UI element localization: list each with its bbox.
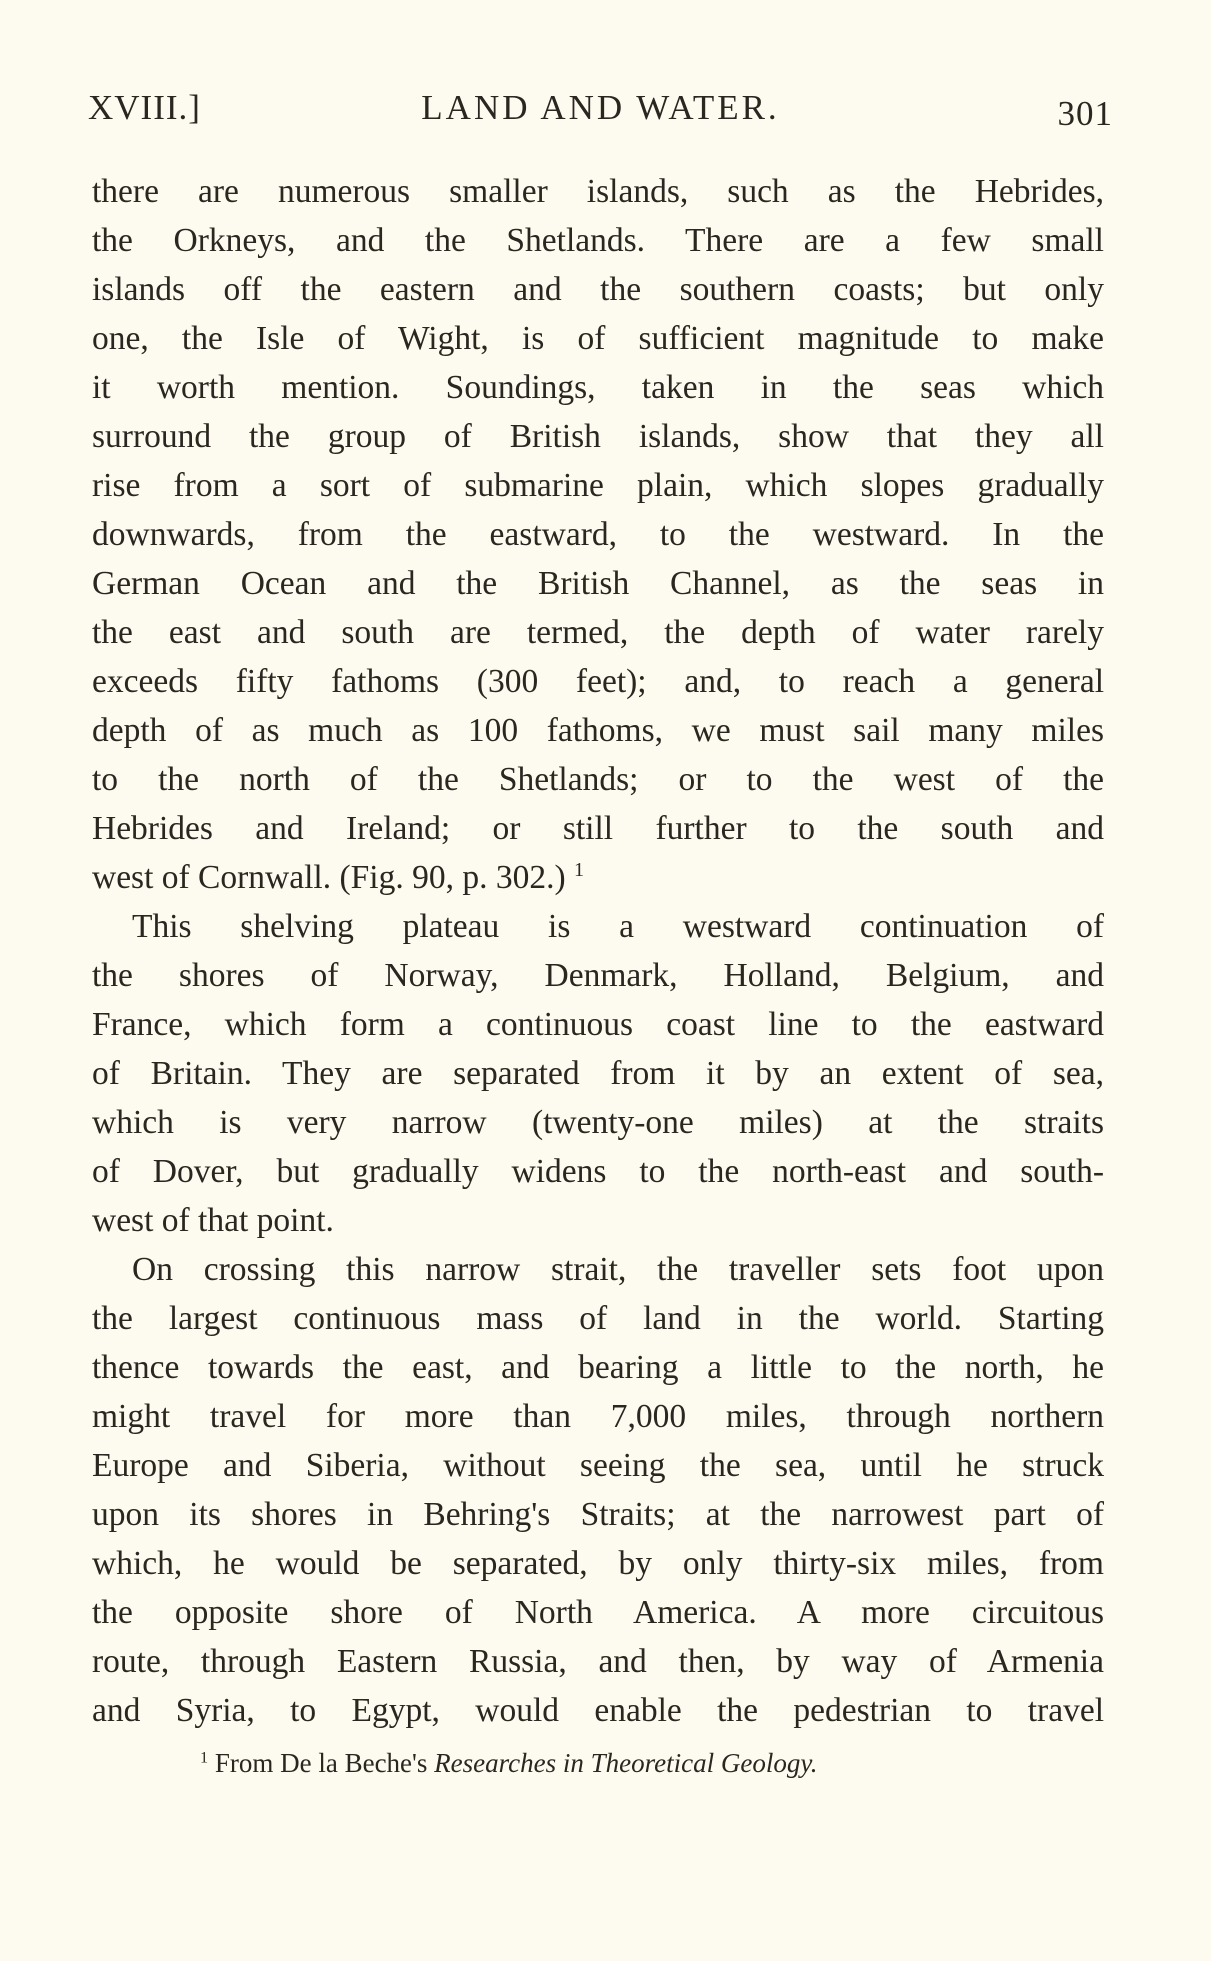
text-line: France, which form a continuous coast line to the eastward bbox=[92, 1006, 1104, 1043]
text-line: route, through Eastern Russia, and then, by way of Armenia bbox=[92, 1643, 1104, 1680]
text-line: the largest continuous mass of land in the world. Starting bbox=[92, 1300, 1104, 1337]
text-line: which is very narrow (twenty-one miles) at the straits bbox=[92, 1104, 1104, 1141]
text-line: depth of as much as 100 fathoms, we must sail many miles bbox=[92, 712, 1104, 749]
text-line: might travel for more than 7,000 miles, through northern bbox=[92, 1398, 1104, 1435]
text-line: exceeds fifty fathoms (300 feet); and, to reach a general bbox=[92, 663, 1104, 700]
text-line: it worth mention. Soundings, taken in the seas which bbox=[92, 369, 1104, 406]
text-line: upon its shores in Behring's Straits; at the narrowest part of bbox=[92, 1496, 1104, 1533]
text-line: On crossing this narrow strait, the traveller sets foot upon bbox=[132, 1251, 1104, 1288]
footnote-text: From De la Beche's bbox=[214, 1748, 428, 1778]
text-line: surround the group of British islands, show that they all bbox=[92, 418, 1104, 455]
text-line: thence towards the east, and bearing a little to the north, he bbox=[92, 1349, 1104, 1386]
text-line: This shelving plateau is a westward continuation of bbox=[132, 908, 1104, 945]
text-line: rise from a sort of submarine plain, which slopes gradually bbox=[92, 467, 1104, 504]
text-line: the shores of Norway, Denmark, Holland, Belgium, and bbox=[92, 957, 1104, 994]
text-line-content: west of Cornwall. (Fig. 90, p. 302.) bbox=[92, 859, 566, 896]
text-line: of Britain. They are separated from it by an extent of sea, bbox=[92, 1055, 1104, 1092]
text-line: to the north of the Shetlands; or to the west of the bbox=[92, 761, 1104, 798]
running-header bbox=[88, 88, 1113, 138]
text-line: one, the Isle of Wight, is of sufficient magnitude to make bbox=[92, 320, 1104, 357]
text-line: and Syria, to Egypt, would enable the pedestrian to travel bbox=[92, 1692, 1104, 1729]
page-number: 301 bbox=[1057, 94, 1113, 133]
paragraph bbox=[92, 167, 1104, 902]
body-text bbox=[92, 167, 1104, 1735]
paragraph bbox=[92, 902, 1104, 1245]
chapter-number: XVIII.] bbox=[88, 88, 201, 127]
text-line: Hebrides and Ireland; or still further to the south and bbox=[92, 810, 1104, 847]
footnote-reference: 1 bbox=[574, 858, 585, 881]
text-line: which, he would be separated, by only thirty-six miles, from bbox=[92, 1545, 1104, 1582]
text-line: Europe and Siberia, without seeing the sea, until he struck bbox=[92, 1447, 1104, 1484]
text-line: the east and south are termed, the depth of water rarely bbox=[92, 614, 1104, 651]
text-line bbox=[92, 853, 1104, 902]
text-line: German Ocean and the British Channel, as the seas in bbox=[92, 565, 1104, 602]
text-line: the opposite shore of North America. A more circuitous bbox=[92, 1594, 1104, 1631]
text-line: islands off the eastern and the southern coasts; but only bbox=[92, 271, 1104, 308]
text-line: downwards, from the eastward, to the westward. In the bbox=[92, 516, 1104, 553]
running-title: LAND AND WATER. bbox=[421, 88, 780, 127]
footnote bbox=[200, 1748, 818, 1779]
text-line: the Orkneys, and the Shetlands. There are a few small bbox=[92, 222, 1104, 259]
text-line: of Dover, but gradually widens to the north-east and south- bbox=[92, 1153, 1104, 1190]
text-line: there are numerous smaller islands, such as the Hebrides, bbox=[92, 173, 1104, 210]
text-line: west of that point. bbox=[92, 1202, 334, 1239]
paragraph bbox=[92, 1245, 1104, 1735]
footnote-marker: 1 bbox=[200, 1748, 209, 1767]
footnote-citation-title: Researches in Theoretical Geology. bbox=[434, 1748, 818, 1778]
